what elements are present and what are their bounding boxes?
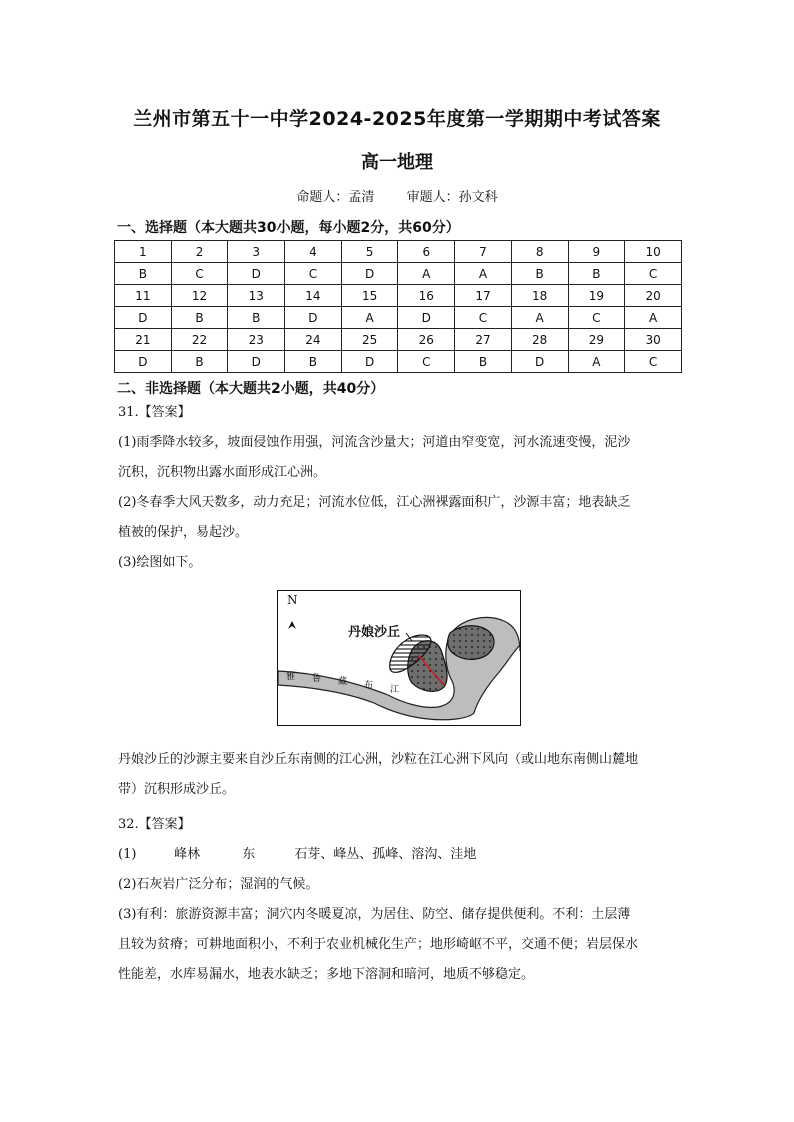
answer-cell: A [398,263,455,285]
q32-answer-3-line1: (3)有利：旅游资源丰富；洞穴内冬暖夏凉，为居住、防空、储存提供便利。不利：土层薄 [118,907,631,922]
answer-row [115,351,682,373]
q31-answer-1-line2: 沉积，沉积物出露水面形成江心洲。 [118,465,327,480]
subject-title: 高一地理 [361,152,433,173]
north-arrow-icon [288,621,296,629]
answer-cell: C [455,307,512,329]
answer-cell: B [115,263,172,285]
q31-answer-3: (3)绘图如下。 [118,555,202,570]
answer-cell: D [511,351,568,373]
question-number-cell: 16 [398,285,455,307]
q31-block [118,398,684,578]
river-label-char: 雅 [286,672,296,682]
question-number-cell: 11 [115,285,172,307]
q31-label: 31.【答案】 [118,405,191,420]
author: 命题人：孟清 [296,190,375,205]
question-number-cell: 13 [228,285,285,307]
river-label-char: 江 [390,685,400,695]
answer-cell: B [568,263,625,285]
answer-cell: C [285,263,342,285]
q32-answer-1 [118,840,684,870]
section1-heading: 一、选择题（本大题共30小题，每小题2分，共60分） [117,220,460,236]
answer-cell: C [171,263,228,285]
answer-cell: C [625,263,682,285]
question-number-cell: 2 [171,241,228,263]
answer-cell: A [455,263,512,285]
question-number-cell: 3 [228,241,285,263]
river-label [286,669,426,697]
q32-answer-2: (2)石灰岩广泛分布；湿润的气候。 [118,877,319,892]
question-number-cell: 17 [455,285,512,307]
answer-cell: D [115,307,172,329]
question-number-cell: 26 [398,329,455,351]
question-number-row [115,285,682,307]
q31-answer-1-line1: (1)雨季降水较多，坡面侵蚀作用强，河流含沙量大；河道由窄变宽，河水流速变慢，泥沙 [118,435,631,450]
question-number-cell: 24 [285,329,342,351]
answer-cell: D [285,307,342,329]
question-number-cell: 27 [455,329,512,351]
q32-answer-1-num: (1) [118,847,137,862]
question-number-cell: 1 [115,241,172,263]
answer-cell: C [398,351,455,373]
author-line [0,186,794,205]
answer-cell: C [625,351,682,373]
river-label-char: 藏 [338,677,348,687]
question-number-cell: 22 [171,329,228,351]
answer-cell: A [341,307,398,329]
q32-answer-3-line2: 且较为贫瘠；可耕地面积小，不利于农业机械化生产；地形崎岖不平，交通不便；岩层保水 [118,937,639,952]
q31-answer-2-line2: 植被的保护，易起沙。 [118,525,249,540]
question-number-cell: 6 [398,241,455,263]
answer-cell: B [171,307,228,329]
answer-row [115,263,682,285]
question-number-cell: 12 [171,285,228,307]
question-number-cell: 14 [285,285,342,307]
section2-heading: 二、非选择题（本大题共2小题，共40分） [117,381,385,397]
question-number-cell: 9 [568,241,625,263]
reviewer: 审题人：孙文科 [406,190,498,205]
question-number-row [115,241,682,263]
question-number-cell: 20 [625,285,682,307]
question-number-cell: 7 [455,241,512,263]
question-number-cell: 28 [511,329,568,351]
river-label-char: 布 [364,681,374,691]
answer-cell: A [625,307,682,329]
question-number-cell: 10 [625,241,682,263]
answer-cell: D [398,307,455,329]
q32-answer-1-part: 石芽、峰丛、孤峰、溶沟、洼地 [294,847,477,862]
dune-map [277,590,521,726]
answer-row [115,307,682,329]
page-title: 兰州市第五十一中学2024-2025年度第一学期期中考试答案 [133,108,661,130]
question-number-cell: 21 [115,329,172,351]
answer-cell: B [511,263,568,285]
question-number-cell: 25 [341,329,398,351]
answer-cell: D [115,351,172,373]
q32-answer-1-part: 东 [242,847,256,862]
question-number-cell: 4 [285,241,342,263]
answer-cell: A [568,351,625,373]
question-number-cell: 8 [511,241,568,263]
q32-block [118,810,684,990]
q31-answer-2-line1: (2)冬春季大风天数多，动力充足；河流水位低，江心洲裸露面积广，沙源丰富；地表缺乏 [118,495,631,510]
q31-conclusion-line2: 带）沉积形成沙丘。 [118,782,236,797]
river-label-char: 鲁 [312,674,322,684]
q32-answer-1-part: 峰林 [174,847,201,862]
answer-cell: C [568,307,625,329]
q32-answer-3-line3: 性能差，水库易漏水，地表水缺乏；多地下溶洞和暗河，地质不够稳定。 [118,967,535,982]
q31-conclusion [118,745,684,805]
answer-cell: B [285,351,342,373]
dune-map-drawing [278,591,520,725]
answer-cell: B [228,307,285,329]
answer-cell: D [341,351,398,373]
answer-cell: B [171,351,228,373]
answer-cell: D [228,351,285,373]
question-number-cell: 15 [341,285,398,307]
answer-cell: D [228,263,285,285]
question-number-cell: 29 [568,329,625,351]
question-number-row [115,329,682,351]
q31-conclusion-line1: 丹娘沙丘的沙源主要来自沙丘东南侧的江心洲，沙粒在江心洲下风向（或山地东南侧山麓地 [118,752,639,767]
answer-cell: B [455,351,512,373]
answer-cell: D [341,263,398,285]
question-number-cell: 5 [341,241,398,263]
question-number-cell: 18 [511,285,568,307]
north-letter: N [287,593,298,607]
answer-cell: A [511,307,568,329]
question-number-cell: 19 [568,285,625,307]
question-number-cell: 30 [625,329,682,351]
question-number-cell: 23 [228,329,285,351]
answer-table [114,240,682,373]
dune-label: 丹娘沙丘 [348,625,401,640]
q32-label: 32.【答案】 [118,817,191,832]
